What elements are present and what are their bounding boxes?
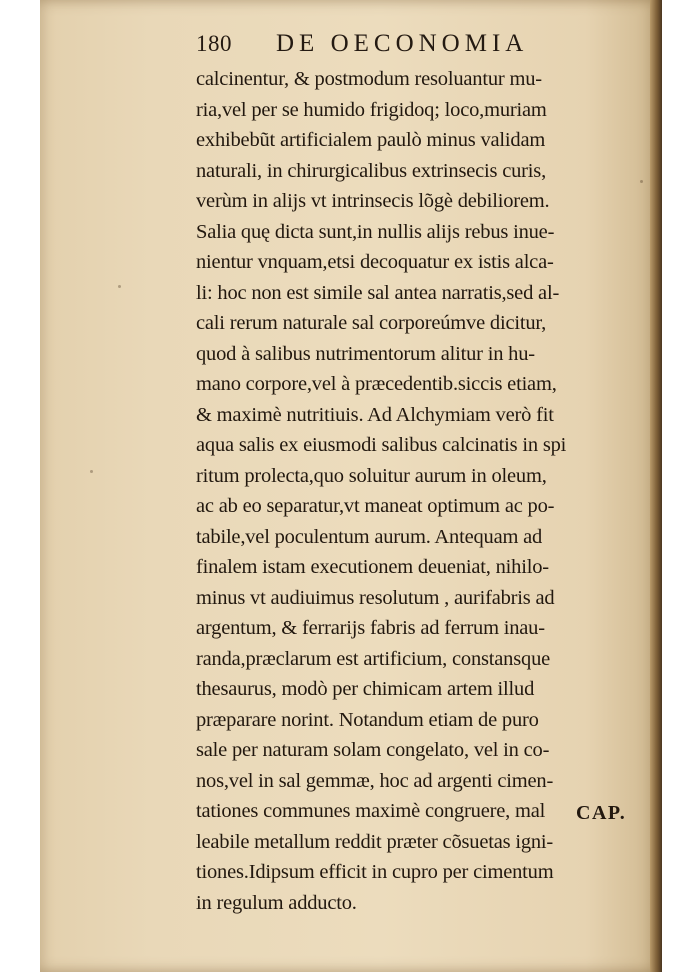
text-line: finalem istam executionem deueniat, nihilo- [196,556,549,578]
text-line: ac ab eo separatur,vt maneat optimum ac po- [196,495,555,517]
text-line: aqua salis ex eiusmodi salibus calcinatis in spi [196,434,567,456]
text-line: & maximè nutritiuis. Ad Alchymiam verò fit [196,403,554,426]
paper-speck [118,285,121,288]
text-line: sale per naturam solam congelato, vel in co- [196,739,550,761]
text-line: calcinentur, & postmodum resoluantur mu- [196,68,542,90]
paper-speck [90,470,93,473]
text-line: minus vt audiuimus resolutum , aurifabris ad [196,586,555,609]
catchword: CAP. [576,802,627,824]
text-line: mano corpore,vel à præcedentib.siccis etiam, [196,373,557,395]
body-text [196,64,641,918]
page-number: 180 [196,31,232,56]
text-line: Salia quę dicta sunt,in nullis alijs rebus inue- [196,220,555,243]
text-line: nientur vnquam,etsi decoquatur ex istis alca- [196,251,554,273]
text-line: randa,præclarum est artificium, constansque [196,647,551,670]
text-line: ria,vel per se humido frigidoq; loco,muriam [196,98,547,121]
text-line: in regulum adducto. [196,891,357,914]
text-line: cali rerum naturale sal corporeúmve dicitur, [196,312,547,334]
text-line: ritum prolecta,quo soluitur aurum in oleum, [196,464,547,487]
page-gutter-edge [650,0,662,972]
text-line: præparare norint. Notandum etiam de puro [196,708,539,731]
text-line: quod à salibus nutrimentorum alitur in hu- [196,342,535,365]
text-line: naturali, in chirurgicalibus extrinsecis curis, [196,159,547,182]
text-line: tabile,vel poculentum aurum. Antequam ad [196,525,543,548]
text-line: nos,vel in sal gemmæ, hoc ad argenti cimen- [196,769,554,792]
text-line: argentum, & ferrarijs fabris ad ferrum inau- [196,617,545,639]
text-line: tiones.Idipsum efficit in cupro per cimentum [196,861,554,883]
page-header [196,28,616,60]
text-line: verùm in alijs vt intrinsecis lõgè debiliorem. [196,190,550,212]
text-line: exhibebũt artificialem paulò minus validam [196,129,546,151]
text-line: thesaurus, modò per chimicam artem illud [196,678,535,700]
text-line: tationes communes maximè congruere, mal [196,800,546,822]
text-line: li: hoc non est simile sal antea narratis,sed al- [196,281,560,304]
running-title: DE OECONOMIA [276,30,529,57]
text-line: leabile metallum reddit præter cõsuetas igni- [196,830,554,853]
